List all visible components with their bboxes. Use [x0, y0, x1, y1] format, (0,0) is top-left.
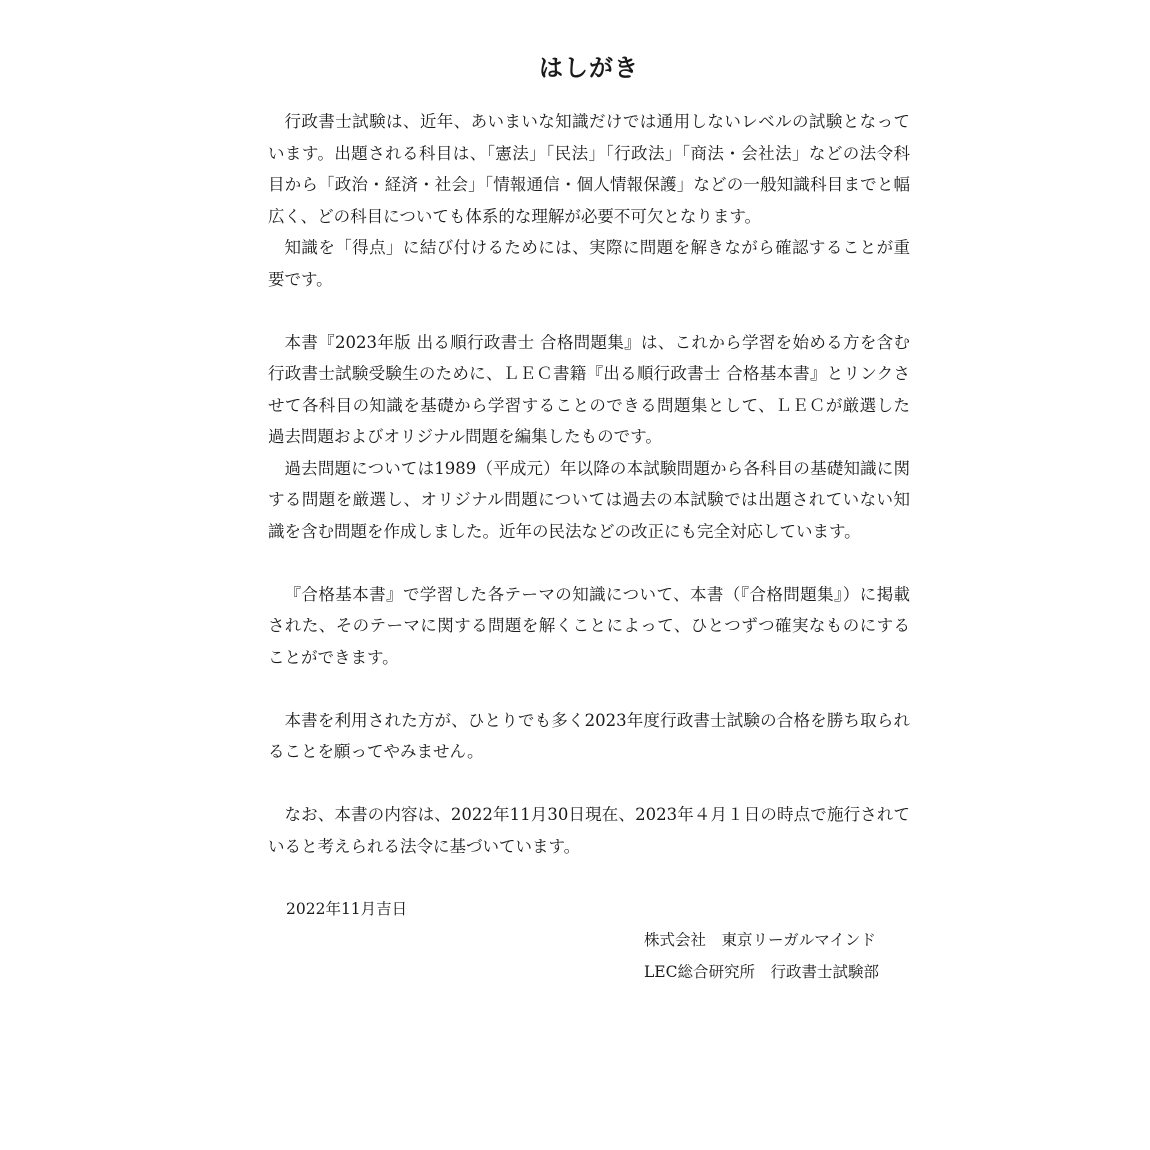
paragraph-spacer — [268, 768, 910, 800]
document-page — [268, 52, 910, 988]
paragraph-legal-basis: なお、本書の内容は、2022年11月30日現在、2023年４月１日の時点で施行されていると考えられる法令に基づいています。 — [268, 805, 910, 856]
signature-company: 株式会社 東京リーガルマインド — [644, 931, 876, 949]
paragraph-study-method: 『合格基本書』で学習した各テーマの知識について、本書（『合格問題集』）に掲載された、そのテーマに関する問題を解くことによって、ひとつずつ確実なものにすることができます。 — [268, 584, 910, 667]
paragraph-wish: 本書を利用された方が、ひとりでも多く2023年度行政書士試験の合格を勝ち取られることを願ってやみません。 — [268, 710, 910, 761]
paragraph-spacer — [268, 862, 910, 894]
signature-block — [644, 925, 910, 988]
paragraph-exam-overview: 行政書士試験は、近年、あいまいな知識だけでは通用しないレベルの試験となっています。出題される科目は、「憲法」「民法」「行政法」「商法・会社法」などの法令科目から「政治・経済・社会」「情報通信・個人情報保護」などの一般知識科目までと幅広く、どの科目についても体系的な理解が必要不可欠となります。 — [268, 112, 910, 226]
page-title: はしがき — [539, 54, 639, 82]
paragraph-spacer — [268, 673, 910, 705]
paragraph-spacer — [268, 295, 910, 327]
paragraph-score: 知識を「得点」に結び付けるためには、実際に問題を解きながら確認することが重要です。 — [268, 238, 910, 289]
signature-department: LEC総合研究所 行政書士試験部 — [644, 962, 879, 981]
document-date: 2022年11月吉日 — [286, 899, 408, 918]
paragraph-book-intro: 本書『2023年版 出る順行政書士 合格問題集』は、これから学習を始める方を含む行政書士試験受験生のために、ＬＥＣ書籍『出る順行政書士 合格基本書』とリンクさせて各科目の知識を基礎から学習することのできる問題集として、ＬＥＣが厳選した過去問題およびオリジナル問題を編集したものです。 — [268, 332, 910, 446]
paragraph-spacer — [268, 547, 910, 579]
paragraph-past-questions: 過去問題については1989（平成元）年以降の本試験問題から各科目の基礎知識に関する問題を厳選し、オリジナル問題については過去の本試験では出題されていない知識を含む問題を作成しました。近年の民法などの改正にも完全対応しています。 — [268, 458, 910, 541]
